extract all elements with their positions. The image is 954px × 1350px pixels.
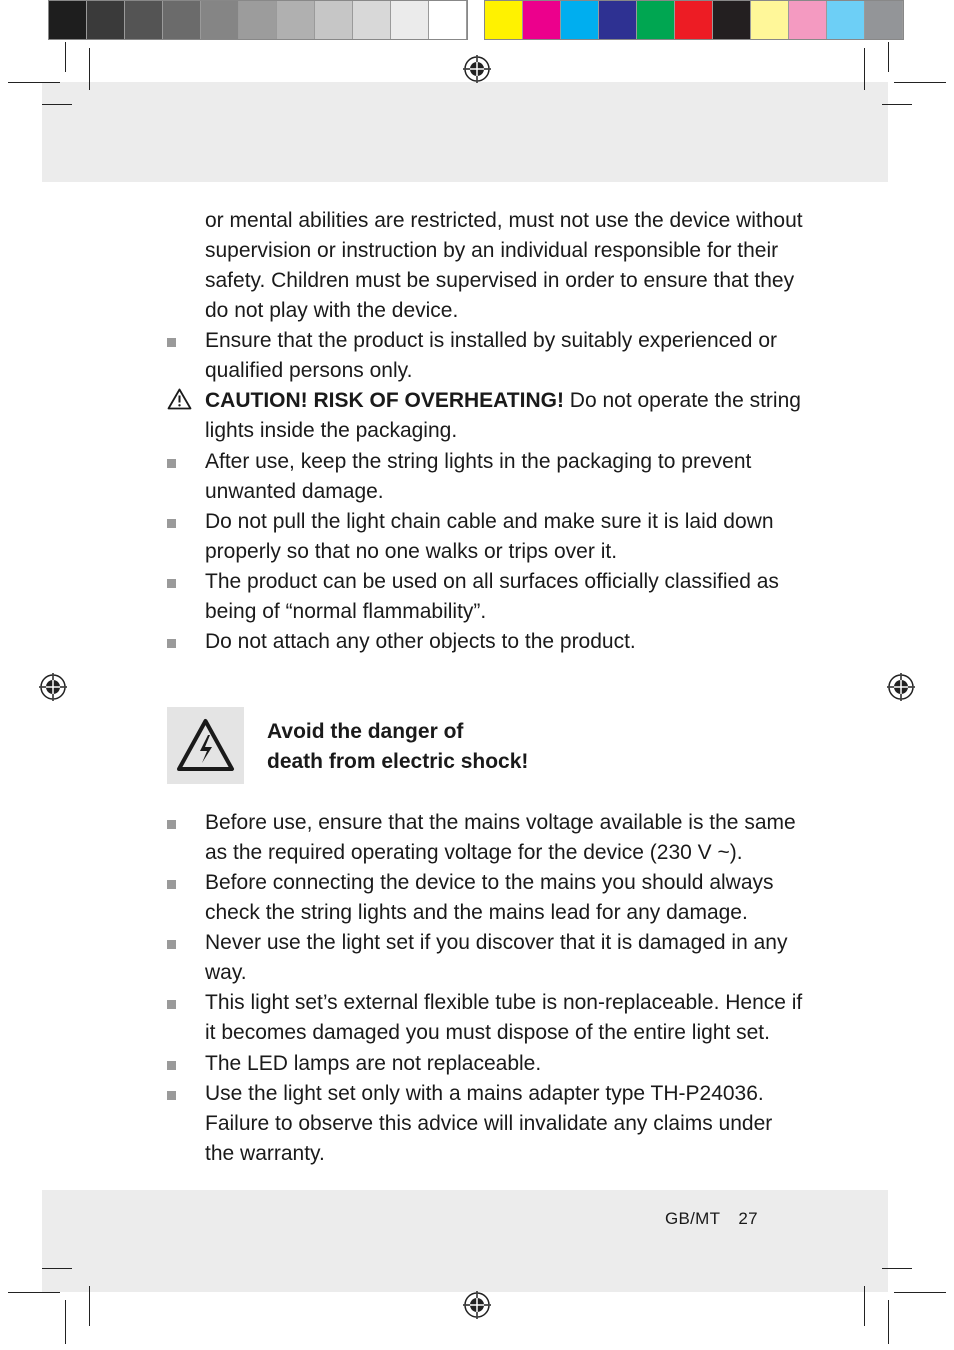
list-item: The LED lamps are not replaceable. (205, 1052, 542, 1075)
crop-mark (42, 104, 72, 105)
bullet-marker (167, 1000, 176, 1009)
crop-mark (89, 1286, 90, 1326)
gray-swatch (239, 1, 277, 39)
color-swatch (713, 1, 751, 39)
caution-text: Do not operate the string lights inside the packaging. (205, 389, 801, 442)
color-swatch (485, 1, 523, 39)
gray-swatch (201, 1, 239, 39)
gray-swatch (429, 1, 467, 39)
caution-title: CAUTION! RISK OF OVERHEATING! (205, 389, 564, 412)
gray-swatch (277, 1, 315, 39)
gray-swatch (163, 1, 201, 39)
electric-hazard-box (167, 707, 244, 784)
registration-mark-icon (38, 672, 68, 702)
crop-mark (42, 1268, 72, 1269)
gray-swatch (49, 1, 87, 39)
crop-mark (864, 1286, 865, 1326)
install-bullet: Ensure that the product is installed by suitably experienced or qualified persons only. (205, 329, 777, 382)
caution-paragraph (205, 386, 805, 446)
crop-mark (65, 42, 66, 72)
page-number: 27 (738, 1209, 758, 1228)
list-item: Before connecting the device to the mains you should always check the string lights and the mains lead for any damage. (205, 871, 774, 924)
color-swatch (637, 1, 675, 39)
gray-swatch (353, 1, 391, 39)
crop-mark (8, 1292, 60, 1293)
bullet-marker (167, 459, 176, 468)
list-item: Use the light set only with a mains adapter type TH-P24036. Failure to observe this advice will invalidate any claims under the warranty. (205, 1082, 773, 1165)
warning-triangle-icon (167, 388, 192, 410)
color-swatch (675, 1, 713, 39)
electric-hazard-icon (167, 707, 244, 784)
gray-swatch (87, 1, 125, 39)
bullet-marker (167, 820, 176, 829)
bullet-marker (167, 880, 176, 889)
region-code: GB/MT (665, 1209, 721, 1228)
crop-mark (89, 48, 90, 90)
list-item: This light set’s external flexible tube is non-replaceable. Hence if it becomes damaged you must dispose of the entire light set. (205, 991, 803, 1044)
color-swatch (599, 1, 637, 39)
crop-mark (864, 48, 865, 90)
crop-mark (888, 1300, 889, 1344)
hazard-heading-line: Avoid the danger of (267, 720, 464, 743)
color-bar (484, 0, 904, 40)
crop-mark (888, 42, 889, 72)
registration-mark-icon (462, 54, 492, 84)
header-band (42, 82, 888, 182)
bullet-marker (167, 1091, 176, 1100)
list-item: The product can be used on all surfaces officially classified as being of “normal flammability”. (205, 570, 779, 623)
registration-mark-icon (886, 672, 916, 702)
color-swatch (865, 1, 903, 39)
bullet-marker (167, 1061, 176, 1070)
list-item: After use, keep the string lights in the packaging to prevent unwanted damage. (205, 450, 752, 503)
crop-mark (882, 1268, 912, 1269)
crop-mark (65, 1300, 66, 1344)
hazard-heading-line: death from electric shock! (267, 750, 529, 773)
list-item: Do not attach any other objects to the product. (205, 630, 636, 653)
list-item: Do not pull the light chain cable and make sure it is laid down properly so that no one walks or trips over it. (205, 510, 774, 563)
bullet-marker (167, 519, 176, 528)
list-item: Before use, ensure that the mains voltage available is the same as the required operating voltage for the device (230 V ~). (205, 811, 796, 864)
color-swatch (827, 1, 865, 39)
crop-mark (882, 104, 912, 105)
page-footer (665, 1209, 758, 1229)
bullet-marker (167, 940, 176, 949)
gray-swatch (391, 1, 429, 39)
list-item: Never use the light set if you discover that it is damaged in any way. (205, 931, 788, 984)
crop-mark (894, 1292, 946, 1293)
crop-mark (894, 82, 946, 83)
bullet-marker (167, 639, 176, 648)
gray-swatch (315, 1, 353, 39)
hazard-heading (267, 717, 687, 777)
color-swatch (561, 1, 599, 39)
color-swatch (523, 1, 561, 39)
registration-mark-icon (462, 1290, 492, 1320)
footer-band (42, 1190, 888, 1292)
bullet-marker (167, 338, 176, 347)
crop-mark (8, 82, 60, 83)
bullet-marker (167, 579, 176, 588)
gray-swatch (125, 1, 163, 39)
color-swatch (751, 1, 789, 39)
intro-paragraph: or mental abilities are restricted, must not use the device without supervision or instruction by an individual responsible for their safety. Children must be supervised in order to ensure that they do not play with the device. (205, 209, 803, 322)
grayscale-bar (48, 0, 468, 40)
color-swatch (789, 1, 827, 39)
